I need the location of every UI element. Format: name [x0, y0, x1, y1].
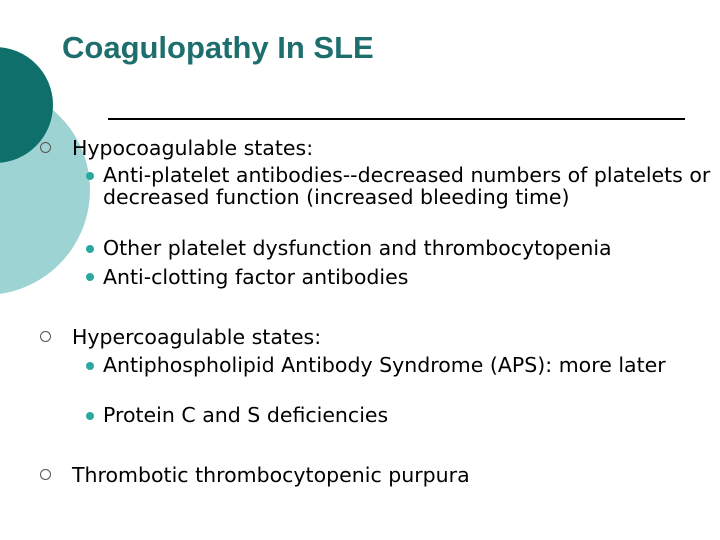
list-item: Anti-platelet antibodies--decreased numbers of platelets or decreased function (increased bleeding time) — [103, 163, 711, 209]
slide-title: Coagulopathy In SLE — [62, 30, 374, 65]
list-item: Protein C and S deficiencies — [103, 403, 389, 427]
section-heading-hypocoagulable: Hypocoagulable states: — [72, 136, 314, 160]
sub-bullet-icon — [86, 273, 94, 281]
list-item: Anti-clotting factor antibodies — [103, 265, 409, 289]
list-item: Other platelet dysfunction and thrombocytopenia — [103, 236, 612, 260]
section-bullet-icon — [40, 331, 51, 342]
sub-bullet-icon — [86, 412, 94, 420]
sub-bullet-icon — [86, 172, 94, 180]
sub-bullet-icon — [86, 362, 94, 370]
section-heading-hypercoagulable: Hypercoagulable states: — [72, 325, 322, 349]
section-heading-ttp: Thrombotic thrombocytopenic purpura — [72, 463, 470, 487]
list-item: Antiphospholipid Antibody Syndrome (APS): more later — [103, 353, 666, 377]
section-bullet-icon — [40, 142, 51, 153]
sub-bullet-icon — [86, 245, 94, 253]
section-bullet-icon — [40, 469, 51, 480]
